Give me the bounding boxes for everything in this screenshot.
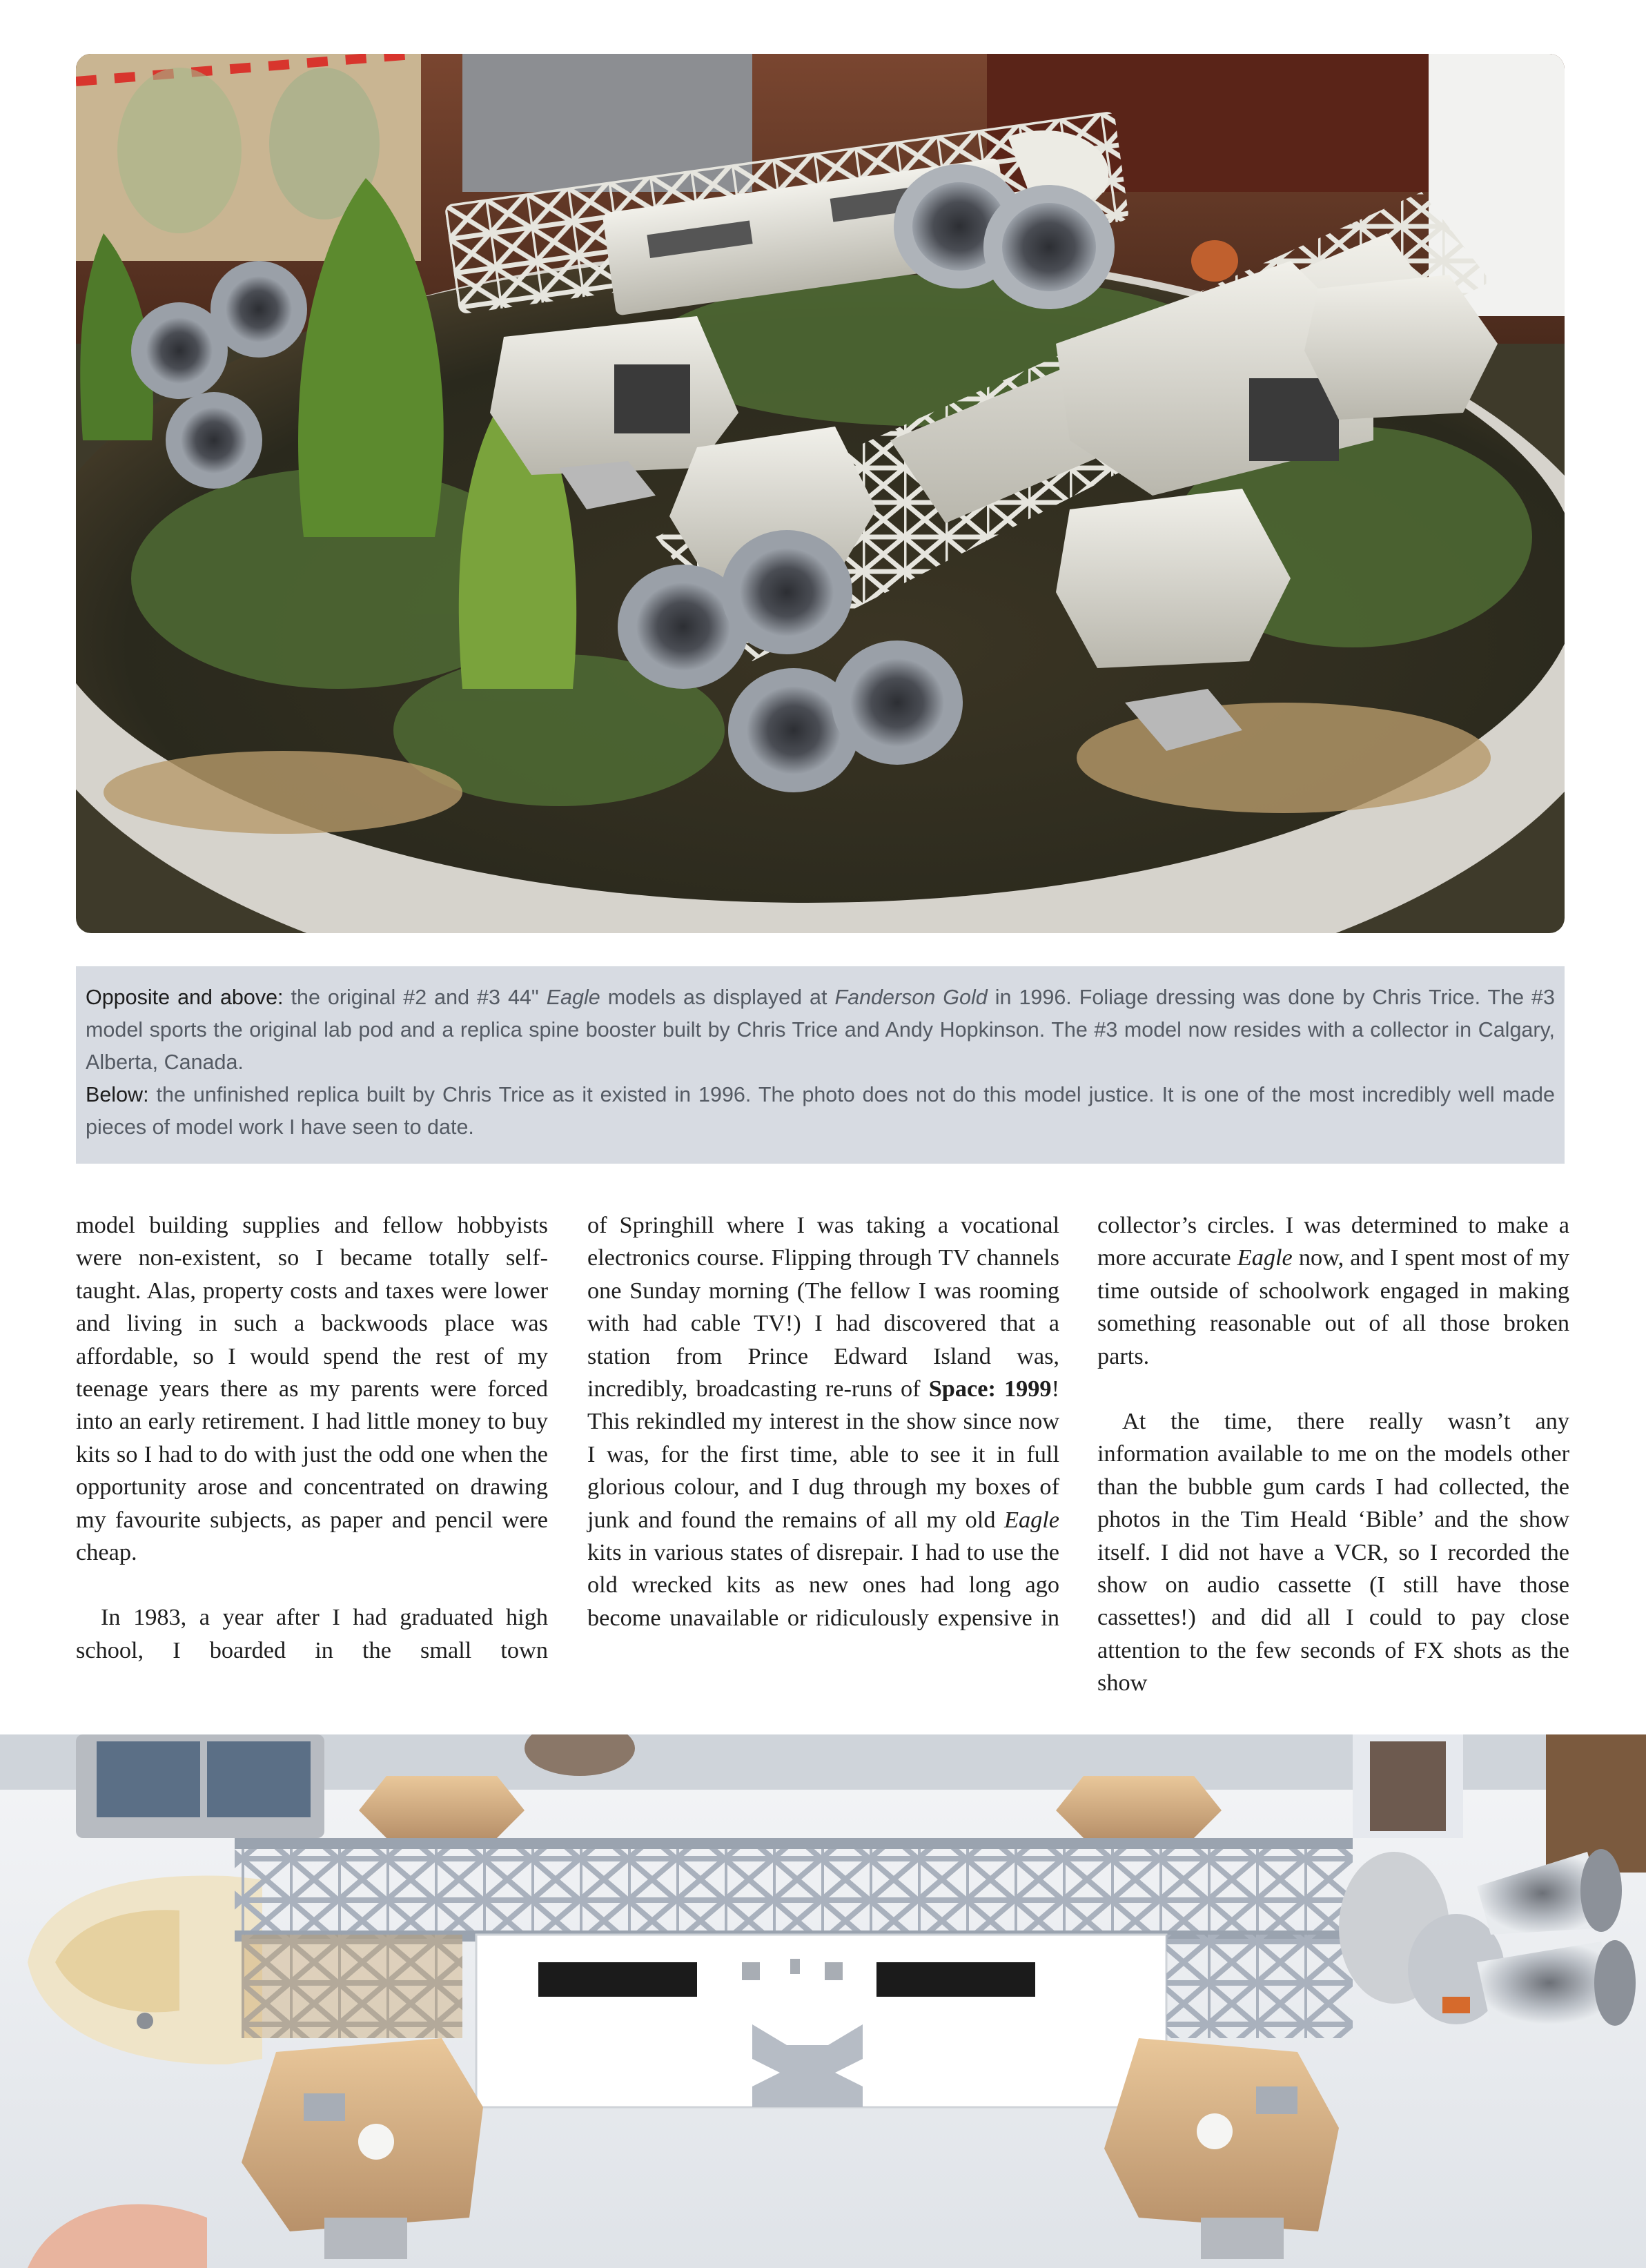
caption-event-italic: Fanderson Gold xyxy=(834,986,988,1009)
column-1-paragraph-2: In 1983, a year after I had graduated high school, I boarded in the small town xyxy=(76,1604,548,1663)
body-text: collector’s circles. I was determined to make a more accurate xyxy=(1097,1212,1569,1271)
body-text: kits in various states of disrepair. I had to use the old wrecked kits as new ones had long ago become unavailable or ridiculously expensive in xyxy=(587,1539,1059,1631)
eagle-diorama-illustration xyxy=(76,54,1565,933)
eagle-italic: Eagle xyxy=(1237,1244,1293,1271)
eagle-italic: Eagle xyxy=(1004,1506,1059,1533)
caption-paragraph-top xyxy=(86,981,1555,1079)
column-2-paragraph xyxy=(587,1209,1059,1634)
column-3-paragraph-2: At the time, there really wasn’t any information available to me on the models other than the bubble gum cards I had collected, the photos in the Tim Heald ‘Bible’ and the show itself. I did not have a VCR, so I recorded the show on audio cassette (I still have those cassettes!) and did all I could to pay close attention to the few seconds of FX shots as the show xyxy=(1097,1408,1569,1697)
caption-eagle-italic: Eagle xyxy=(546,986,600,1009)
caption-text: models as displayed at xyxy=(600,986,835,1009)
replica-eagle-illustration xyxy=(0,1734,1646,2268)
caption-text: in 1996. Foliage dressing was done by Chris Trice. The #3 model sports the original lab pod and a replica spine booster built by Chris Trice and Andy Hopkinson. The #3 model now resides with a collector in Calgary, Alberta, Canada. xyxy=(86,986,1555,1074)
caption-text: the unfinished replica built by Chris Trice as it existed in 1996. The photo does not do this model justice. It is one of the most incredibly well made pieces of model work I have seen to date. xyxy=(86,1083,1555,1139)
body-text: of Springhill where I was taking a vocational electronics course. Flipping through TV channels one Sunday morning (The fellow I was rooming with had cable TV!) I had discovered that a station from Prince Edward Island was, incredibly, broadcasting re-runs of xyxy=(587,1212,1059,1402)
text-column-1 xyxy=(76,1209,548,1667)
caption-paragraph-below xyxy=(86,1079,1555,1144)
body-text: ! This rekindled my interest in the show since now I was, for the first time, able to see it in full glorious colour, and I dug through my boxes of junk and found the remains of all my old xyxy=(587,1376,1059,1533)
column-3-paragraph-1 xyxy=(1097,1209,1569,1373)
top-photo xyxy=(76,54,1565,933)
photo-caption xyxy=(76,966,1565,1164)
body-text: now, and I spent most of my time outside of schoolwork engaged in making something reasonable out of all those broken parts. xyxy=(1097,1244,1569,1369)
bottom-photo xyxy=(0,1734,1646,2268)
caption-lead-below: Below: xyxy=(86,1083,149,1106)
text-column-2 xyxy=(587,1209,1059,1634)
caption-lead-opposite: Opposite and above: xyxy=(86,986,284,1009)
column-1-paragraph-1: model building supplies and fellow hobbyists were non-existent, so I became totally self-taught. Alas, property costs and taxes were lower and living in such a backwoods place was affordable, so I would spend the rest of my teenage years there as my parents were forced into an early retirement. I had little money to buy kits so I had to do with just the odd one when the opportunity arose and concentrated on drawing my favourite subjects, as paper and pencil were cheap. xyxy=(76,1212,548,1566)
caption-text: the original #2 and #3 44" xyxy=(283,986,547,1009)
show-title-bold: Space: 1999 xyxy=(928,1376,1052,1402)
text-column-3 xyxy=(1097,1209,1569,1700)
